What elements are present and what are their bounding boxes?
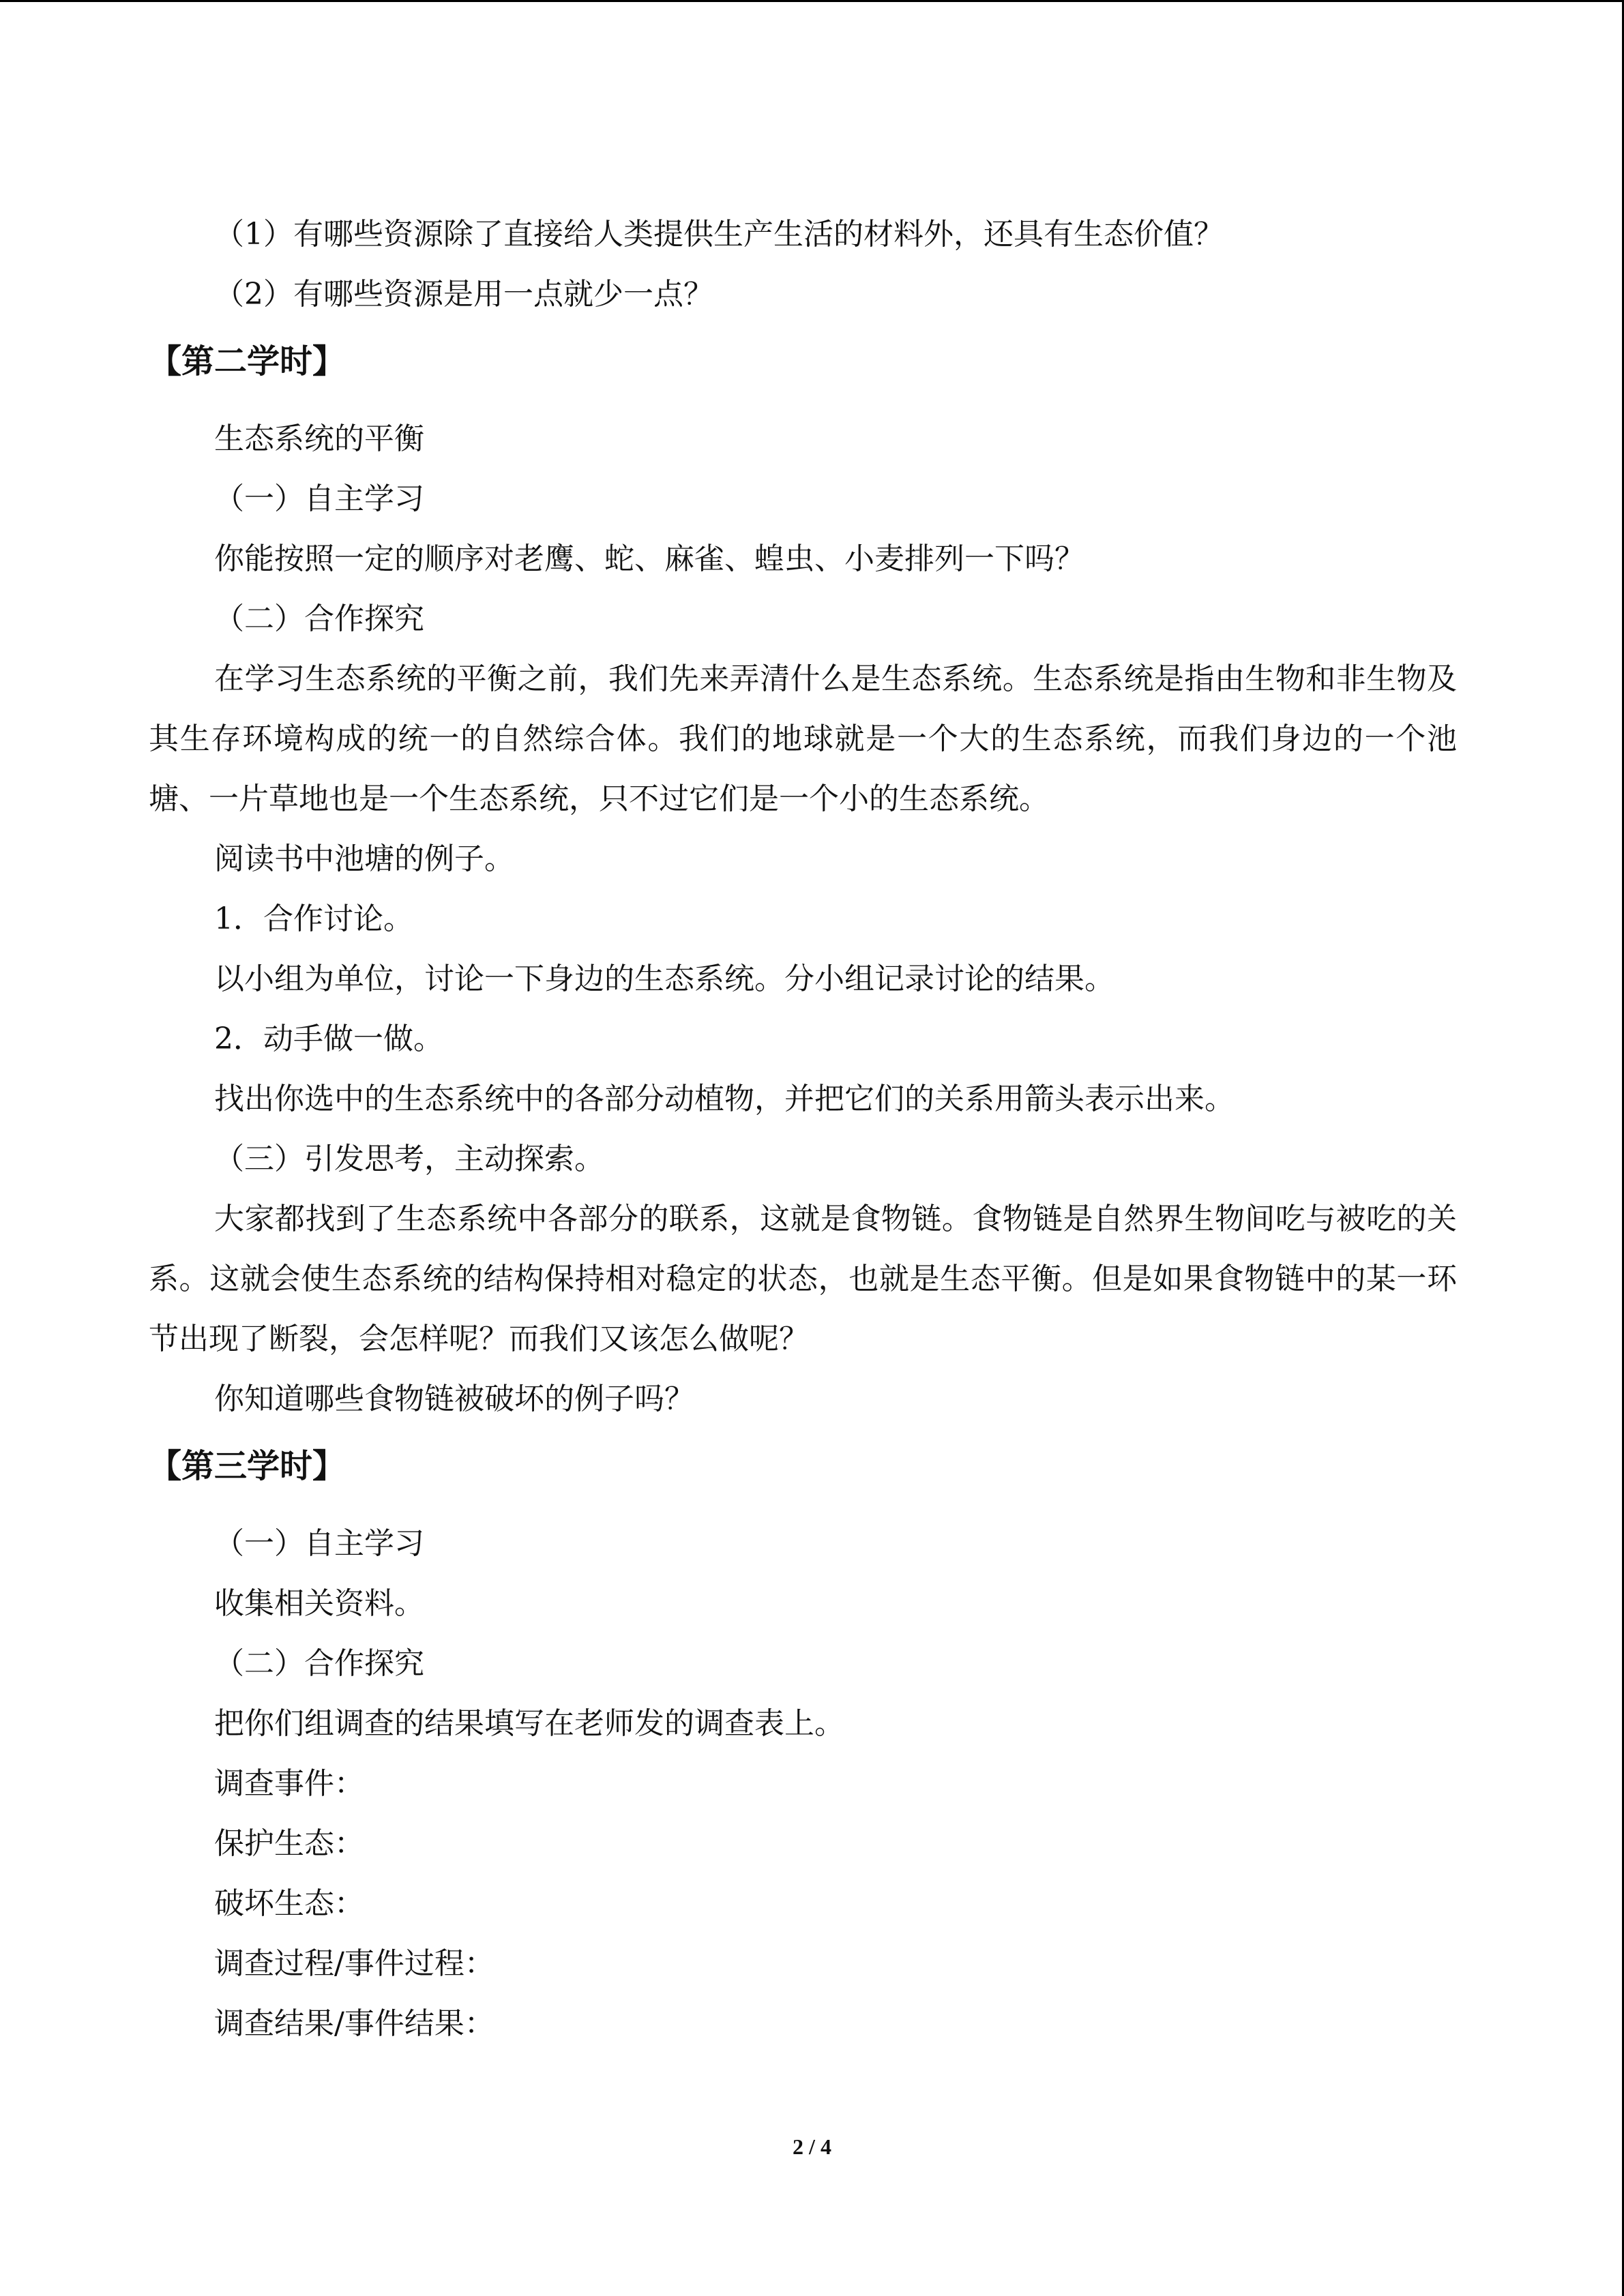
- lesson2-coop-paragraph: 在学习生态系统的平衡之前，我们先来弄清什么是生态系统。生态系统是指由生物和非生物及其生存环境构成的统一的自然综合体。我们的地球就是一个大的生态系统，而我们身边的一个池塘、一片草地也是一个生态系统，只不过它们是一个小的生态系统。: [149, 661, 1457, 816]
- lesson2-think-paragraph: 大家都找到了生态系统中各部分的联系，这就是食物链。食物链是自然界生物间吃与被吃的关系。这就会使生态系统的结构保持相对稳定的状态，也就是生态平衡。但是如果食物链中的某一环节出现了断裂，会怎样呢？而我们又该怎么做呢？: [149, 1202, 1457, 1356]
- form-field-result: 调查结果/事件结果：: [214, 2006, 494, 2041]
- lesson2-step1-text: 以小组为单位，讨论一下身边的生态系统。分小组记录讨论的结果。: [214, 961, 1114, 996]
- lesson2-self-study-label: （一）自主学习: [214, 481, 424, 516]
- document-body: [149, 205, 1457, 2054]
- page-number: 2 / 4: [793, 2134, 831, 2159]
- form-field-event: 调查事件：: [214, 1766, 364, 1801]
- lesson2-coop-label: （二）合作探究: [214, 601, 424, 636]
- lesson3-self-study-label: （一）自主学习: [214, 1526, 424, 1561]
- lesson2-heading: 【第二学时】: [149, 342, 346, 381]
- lesson3-coop-label: （二）合作探究: [214, 1646, 424, 1681]
- lesson2-step2-text: 找出你选中的生态系统中的各部分动植物，并把它们的关系用箭头表示出来。: [214, 1082, 1235, 1116]
- lesson3-coop-text: 把你们组调查的结果填写在老师发的调查表上。: [214, 1706, 844, 1741]
- lesson2-step2-label: 2．动手做一做。: [214, 1022, 443, 1056]
- lesson2-self-study-question: 你能按照一定的顺序对老鹰、蛇、麻雀、蝗虫、小麦排列一下吗？: [214, 541, 1084, 576]
- lesson2-read-text: 阅读书中池塘的例子。: [214, 841, 514, 876]
- lesson2-subtitle: 生态系统的平衡: [214, 421, 424, 456]
- form-field-protect: 保护生态：: [214, 1826, 364, 1861]
- lesson3-self-study-text: 收集相关资料。: [214, 1586, 424, 1621]
- lesson2-think-question: 你知道哪些食物链被破坏的例子吗？: [214, 1382, 694, 1416]
- form-field-damage: 破坏生态：: [214, 1886, 364, 1921]
- question-2: （2）有哪些资源是用一点就少一点？: [214, 277, 713, 312]
- lesson2-think-label: （三）引发思考，主动探索。: [214, 1142, 604, 1176]
- question-1: （1）有哪些资源除了直接给人类提供生产生活的材料外，还具有生态价值？: [214, 217, 1224, 252]
- page-border-top: [0, 0, 1624, 2]
- form-field-process: 调查过程/事件过程：: [214, 1946, 494, 1981]
- lesson2-step1-label: 1．合作讨论。: [214, 901, 413, 936]
- lesson3-heading: 【第三学时】: [149, 1447, 346, 1485]
